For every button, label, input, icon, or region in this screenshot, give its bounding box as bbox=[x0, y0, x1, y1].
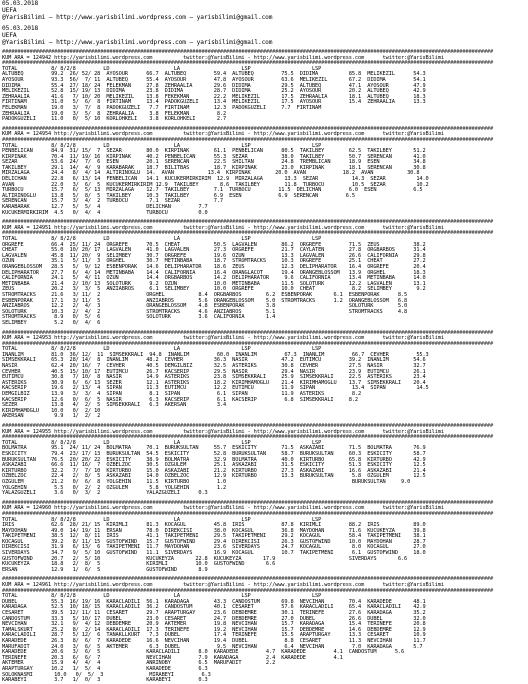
table-row: KIRIMHAMOGLU 10.0 0/ 2/ 10 bbox=[2, 407, 101, 414]
table-row: AYOSOUR 93.3 56/ 7/ 11 ALTUBEQ 55.4 AYOSOUR 47.8 AYOSOUR 63.6 MELIKEZIL 67.2 DIDIMA 54.1 bbox=[2, 76, 426, 83]
table-row: KACSERIP 19.6 2/ 13/ 4 SIPAN 11.3 EUTIMCU 12.2 EUTIMCU 11.9 SIPAN 13.4 SIPAN 14.5 bbox=[2, 385, 429, 392]
table-row: SIVERDAYS 34.7 9/ 5/ 10 GUSTOFWIND 11.1 SIVERDAYS 16.9 KOCAGUL 10.7 TAKIPETMENI 6.1 GUSTOFWIND 18.0 bbox=[2, 550, 426, 557]
table-row: OZGULEM 21.2 0/ 6/ 8 YOLGEHIN 11.5 KIRTURBO 1.0 BURUKSULTAN 9.0 bbox=[2, 478, 411, 485]
separator-line: ################################################################################################################################################################ bbox=[2, 499, 494, 506]
table-row: SELIMBEY 5.2 0/ 4/ 6 bbox=[2, 319, 101, 326]
header-line: 05.03.2018 bbox=[2, 0, 39, 7]
table-row: KUCUKERMIRKIRIM 4.5 0/ 4/ 4 TURBOCU 0.0 bbox=[2, 209, 208, 216]
header-line: @YarisBilimi — http://www.yarisbilimi.wordpress.com — yarisbilimi@gmail.com bbox=[2, 14, 273, 21]
separator-line: ################################################################################################################################################################ bbox=[2, 125, 494, 132]
table-row: AKERSAN 9.9 1/ 2/ 2 bbox=[2, 413, 101, 420]
table-row: STROMTRACKS 21.6 3/ 11/ 2 ORGHEL 8.4 ORGBARBOS 6.2 ESBENPORAK 6.1 ESBENPORAK 8.5 bbox=[2, 291, 408, 298]
table-row: CANDOSTUM 33.3 5/ 10/ 17 DUBEL 23.0 CESARET 24.7 DEBDEMRE 27.0 DUBEL 26.6 DUBEL 32.0 bbox=[2, 615, 426, 622]
table-row: ANZIABROS 12.2 2/ 4/ 3 ORANGEBLOSSOM 4.8 ESBENPORAK 3.8 SOLOTURK 5.0 bbox=[2, 303, 408, 310]
table-row: KUCUKEYZA 18.8 2/ 8/ 5 KIRIMLI 10.0 GUSTOFWIND 6.6 bbox=[2, 561, 276, 568]
document-body bbox=[0, 46, 528, 684]
table-row: AKTEMER 15.9 4/ 4/ 4 ANRINOBY 6.5 MARUFADIT 2.2 bbox=[2, 660, 276, 667]
document-header bbox=[0, 0, 528, 46]
table-row: ESKICITY 79.4 23/ 17/ 13 BURUKSULTAN 54.5 ESKICITY 52.8 BURUKSULTAN 58.7 BURUKSULTAN 60.3 ESKICITY 58.7 bbox=[2, 450, 426, 457]
column-header-line: TOTAL 8/ 8/2/8 LD LA LSP LSP bbox=[2, 439, 322, 446]
table-row: DEMGILBIZ 13.9 3/ 3/ 4 SIPAN 8.1 SIPAN 6.1 SIPAN 11.9 ASTERIKS 8.2 bbox=[2, 391, 362, 398]
table-row: DELIPHARATOR 27.7 6/ 4/ 14 METINBABA 14.4 CALIFORNIA 16.4 ORANGLACOT 19.4 ORANGEBLOSSOM 13.9 ORGHEL 18.3 bbox=[2, 269, 426, 276]
table-row: SOLOKNASMI 10.0 0/ 5/ 3 MIRABEYI 6.3 bbox=[2, 671, 211, 678]
table-row: DIREKCISI 31.9 6/ 13/ 6 TAKIPETMENI 11.7 MAYDOHAN 23.6 SIVERDAYS 24.7 KOCAGUL 8.0 KOCAGUL 27.0 bbox=[2, 544, 426, 551]
table-row: ZEHRAALIA 19.0 3/ 5/ 8 ZEHRAALIA 3.8 FELEKMAN 8.2 bbox=[2, 110, 392, 117]
table-row: INANLIM 81.0 36/ 12/ 11 SIMSEKKRALI 94.8 INANLIM 60.0 INANLIM 67.3 INANLIM 66.7 CEVHER 55.3 bbox=[2, 351, 429, 358]
table-row: NEVCIHAN 32.1 9/ 4/ 12 DEBDEMRE 20.9 AKTEMER 19.8 NEVCIHAN 15.7 KARADAGA 15.4 TERINEFE 20.8 bbox=[2, 621, 426, 628]
table-row: ORGREFE 66.4 25/ 11/ 24 ORGREFE 70.5 CHEAT 50.5 LAGVALEN 86.2 ORGREFE 71.5 ZEUS 38.2 bbox=[2, 241, 426, 248]
table-row: ESBENPORAK 17.1 3/ 11/ 5 ANZIABROS 5.6 ORANGEBLOSSOM 5.0 STROMTRACKS 1.2 ORANGEBLOSSOM 6.8 bbox=[2, 297, 408, 304]
table-row: LAGVALEN 45.8 11/ 20/ 9 SELIMBEY 30.7 ORGREFE 19.6 OZUN 13.3 LAGVALEN 26.6 CALIFORNIA 29.8 bbox=[2, 252, 426, 259]
table-row: DIDIMA 55.4 27/ 18/ 24 FELEKMAN 27.8 ZEHRAALIA 29.6 DIDIMA 29.5 ALTUBEQ 47.1 AYOSOUR 47.9 bbox=[2, 82, 426, 89]
table-row: KARADEDE 26.3 8/ 6/ 7 KARADEDE 16.6 NEVCIHAN 19.4 DUBEL 8.8 CESARET 11.3 NEVCIHAN 11.7 bbox=[2, 637, 426, 644]
table-row: FIRTINAM 31.0 5/ 6/ 8 FIRTINAM 13.4 PADOKGUZELI 13.4 MELIKEZIL 17.5 AYOSOUR 15.4 ZEHRAALIA 13.3 bbox=[2, 99, 426, 106]
table-row: PADOKGUZELI 11.0 0/ 5/ 10 KORLOHKELI 3.8 KORLOHKELI 2.7 bbox=[2, 116, 392, 123]
table-row: TERINEFE 20.3 6/ 6/ 7 NEVCIHAN 7.9 KARADAGA 2.4 KARADEDE 4.1 bbox=[2, 654, 343, 661]
table-row: TAMALSKURT 25.2 8/ 2/ 14 KARACLADILI 17.3 TERINEFE 19.2 NEVCIHAN 15.7 DEBDEMRE 14.6 DEBDEMRE 12.9 bbox=[2, 626, 426, 633]
table-row: SIMSEKKRALI 65.3 28/ 14/ 8 INANLIM 48.2 CEVHER 36.3 NASIR 47.2 EUTIMCU 39.2 INANLIM 54.6 bbox=[2, 357, 426, 364]
table-row: DUBEL 55.3 16/ 19/ 16 KARACLADILI 56.1 KARADAGA 43.3 CANDOSTUM 69.8 NEVCIHAN 70.4 KARADEDE 48.1 bbox=[2, 598, 426, 605]
table-row: OZBELZOC 22.4 2/ 8/ 5 ASKAZABI 14.0 OZBELZOC 12.9 KIRTURBO 13.3 BURUKSULTAN 5.8 OZGULEM 12.5 bbox=[2, 473, 426, 480]
header-line: UEFA bbox=[2, 7, 17, 14]
column-header-line: TOTAL 8/ 8/2/8 LD LA LSP LSP bbox=[2, 346, 322, 353]
table-row: KARABEYI 3.7 1/ 0/ 3 KARABEYI 0.3 bbox=[2, 677, 208, 684]
race-header-line: KUM ARA = 124960 http://yarisbilimi.wordpress.com twitter:@YarisBilimi - http://www.yarisbilimi.wordpress.com twitter:@YarisBilimi bbox=[2, 505, 444, 512]
table-row: BOLMATRA 95.1 24/ 11/ 24 BOLMATRA 70.1 BURUKSULTAN 55.7 ESKICITY 71.5 ASKAZABI 71.5 BOLMATRA 76.9 bbox=[2, 445, 426, 452]
separator-line: ################################################################################################################################################################ bbox=[2, 60, 494, 67]
table-row: TAKIPETMENI 38.5 12/ 8/ 11 IRIS 41.1 TAKIPETMENI 29.5 TAKIPETMENI 29.2 KOCAGUL 58.4 TAKIPETMENI 38.1 bbox=[2, 533, 426, 540]
table-row: KARABARAK 12.7 5/ 5/ 4 DELICHAN 7.7 bbox=[2, 204, 208, 211]
table-row: SOLOTURK 10.3 2/ 4/ 2 STROMTRACKS 4.6 ANZIABROS 5.1 STROMTRACKS 4.8 bbox=[2, 308, 408, 315]
table-row: OZUN 35.1 5/ 11/ 3 ORGHEL 30.7 METINBABA 18.7 STROMTRACKS 10.3 ORGREFE 25.1 CHEAT 27.2 bbox=[2, 258, 426, 265]
column-header-line: TOTAL 8/ 8/2/8 LD LA LSP LSP bbox=[2, 236, 322, 242]
table-row: KOCAGUL 39.2 8/ 11/ 15 GUSTOFWIND 15.7 GUSTOFWIND 29.4 DIREKCISI 26.3 GUSTOFWIND 10.0 MAYDOHAN 28.7 bbox=[2, 538, 426, 545]
table-row: ZEHRAALIA 41.6 7/ 10/ 20 MELIKEZIL 13.8 FEKEKMAN 22.2 MELIKEZIL 17.5 ZEHRAALIA 18.1 ALTUBEQ 18.3 bbox=[2, 93, 426, 100]
separator-line: ################################################################################################################################################################ bbox=[2, 587, 494, 594]
separator-line: ################################################################################################################################################################ bbox=[2, 576, 494, 583]
table-row: YALAZGUZELI 3.6 0/ 3/ 2 YALAZGUZELI 0.3 bbox=[2, 490, 208, 497]
race-header-line: KUM ARA = 124942 http://yarisbilimi.wordpress.com twitter:@YarisBilimi - http://www.yarisbilimi.wordpress.com twitter:@YarisBilimi bbox=[2, 54, 444, 61]
column-header-line: TOTAL 8/ 8/2/8 LD LA LSP LSP bbox=[2, 142, 322, 149]
table-row: ORANGEBLOSSOM 28.5 5/ 9/ 12 ESBENPORAK 14.6 DELIPHARATOR 18.6 ZEUS 12.3 DELIPHARATOR 16.4 ORGREFE 20.4 bbox=[2, 263, 426, 270]
table-row: PENBELICAN 84.9 31/ 15/ 7 SEZAR 80.0 KIRPINAK 61.1 PENBELICAN 80.5 TAKILBEY 62.5 TAKILBEY 51.2 bbox=[2, 148, 426, 155]
table-row: CESARET 39.5 12/ 11/ 11 CESARET 29.7 ARAPTURGAY 23.6 DEBDEMRE 30.1 TERINEFE 27.6 KARADAGA 35.2 bbox=[2, 610, 426, 616]
table-row: KACSERIP 12.6 0/ 6/ 5 NASIR 6.3 KACSERIP 6.1 KACSERIP 6.8 SIMSEKKRALI 8.2 bbox=[2, 396, 359, 403]
table-row: GUSTOFWIND 20.7 2/ 5/ 10 KUCUKEYZA 22.8 KUCUKEYZA 17.9 SIVERDAYS 6.6 bbox=[2, 555, 408, 562]
table-row: IRIS 62.6 28/ 21/ 15 KIRIMLI 81.3 KOCAGUL 45.8 IRIS 87.8 KIRIMLI 88.2 IRIS 89.0 bbox=[2, 522, 426, 529]
separator-line: ################################################################################################################################################################ bbox=[2, 434, 494, 441]
separator-line: ################################################################################################################################################################ bbox=[2, 230, 494, 237]
table-row: CHEAT 55.0 10/ 20/ 17 LAGVALEN 41.0 LAGVALEN 27.3 ORGREFE 21.7 CAYLATEN 27.8 ORGBARBOS 31.4 bbox=[2, 247, 426, 254]
header-line: 05.03.2018 bbox=[2, 25, 39, 32]
table-row: TURBOCU 15.7 6/ 5/ 13 MIRZALAGA 12.7 TAKILBEY 7.1 TURBOCU 11.5 DELICHAN 6.0 ESEN 6.5 bbox=[2, 187, 423, 194]
table-row: KIRTURBO 32.2 7/ 7/ 10 KIRTURBO 15.0 ASKAZABI 21.2 KIRTURBO 27.3 ASKAZABI 16.6 ASKAZABI 21.4 bbox=[2, 467, 426, 474]
header-line: UEFA bbox=[2, 32, 17, 39]
race-header-line: KUM ARA = 124954 http://yarisbilimi.wordpress.com twitter:@YarisBilimi - http://www.yarisbilimi.wordpress.com twitter:@YarisBilimi bbox=[2, 131, 444, 138]
table-row: SEZAR 53.6 24/ 7/ 6 ESEN 20.1 SERENCAN 22.5 SHILTAN 24.8 TREMBLICAN 18.9 ESEN 34.8 bbox=[2, 159, 426, 166]
separator-line: ################################################################################################################################################################ bbox=[2, 510, 494, 517]
table-row: KIRPINAK 70.4 11/ 19/ 16 KIRPINAK 40.2 PENBELICAN 55.3 SEZAR 38.0 TAKILBEY 50.7 SERENCAN 41.0 bbox=[2, 153, 426, 160]
table-row: STROMTRACKS 8.9 0/ 5/ 6 SOLOTURK 3.6 CALIFORNIA 1.4 bbox=[2, 314, 276, 321]
table-row: MAYDOHAN 49.0 14/ 19/ 11 ERSAN 78.0 DIREKCISI 38.0 KOCAGUL 36.8 MAYDOHAN 71.6 KUCUKEYZA 39.8 bbox=[2, 527, 426, 534]
table-row: NASIR 62.4 20/ 16/ 7 CEVHER 40.5 DEMGILBIZ 32.5 ASTERIKS 30.8 CEVHER 27.5 NASIR 32.7 bbox=[2, 363, 426, 370]
table-row: SEZER 13.8 4/ 2/ 5 SIMSEKKRALI 6.3 AKERSAN 3.4 bbox=[2, 402, 227, 409]
table-row: BURUKSULTAN 76.5 20/ 20/ 22 ESKICITY 38.9 BOLMATRA 32.9 BOLMATRA 40.0 KIRTURBO 65.8 KIRTURBO 42.9 bbox=[2, 456, 426, 463]
separator-line: ################################################################################################################################################################ bbox=[2, 219, 494, 226]
table-row: CEVHER 40.5 15/ 10/ 17 EUTIMCU 26.7 KACSERIP 29.5 NASIR 29.4 NASIR 23.9 EUTIMCU 26.1 bbox=[2, 368, 426, 375]
table-row: KARADEDE 20.6 3/ 6/ 5 KARACLADILI 8.0 KARADEDE 4.7 KARADEDE 4.1 CANDOSTUM 5.6 bbox=[2, 649, 405, 656]
table-row: YOLGEHIN 5.5 0/ 2/ 2 OZGULEM 5.8 YOLGEHIN 1.2 bbox=[2, 484, 227, 491]
separator-line: ################################################################################################################################################################ bbox=[2, 329, 494, 336]
table-row: ZEUS 20.2 3/ 3/ 5 ANZIABROS 6.1 SELIMBEY 10.0 ORGREFE 10.0 CHEAT 8.2 SELIMBEY 9.2 bbox=[2, 286, 426, 293]
column-header-line: TOTAL 8/ 8/2/8 LD LA LSP LSP bbox=[2, 516, 322, 523]
race-header-line: KUM ARA = 124961 http://yarisbilimi.wordpress.com twitter:@YarisBilimi - http://www.yarisbilimi.wordpress.com twitter:@YarisBilimi bbox=[2, 582, 444, 589]
table-row: ALTUBEQ 99.2 26/ 52/ 28 AYOSOUR 66.7 ALTUBEQ 59.4 ALTUBEQ 75.5 DIDIMA 85.8 MELIKEZIL 54.3 bbox=[2, 71, 426, 78]
table-row: ALTIRINOGLU 13.8 5/ 8/ 5 TAKILBEY 10.3 TAKILBEY 6.9 ESEN 6.9 SERENCAN 6.5 bbox=[2, 192, 355, 199]
table-row: ERSAN 12.9 1/ 6/ 5 GUSTOFWIND 8.9 bbox=[2, 566, 208, 573]
race-header-line: KUM ARA = 124951 http://yarisbilimi.wordpress.com twitter:@YarisBilimi - http://www.yarisbilimi.wordpress.com twitter:@YarisBilimi bbox=[2, 224, 444, 231]
table-row: METINBABA 21.4 2/ 10/ 13 SOLOTURK 9.2 OZUN 10.0 METINBABA 11.5 SOLOTURK 12.2 LAGVALEN 13.1 bbox=[2, 280, 426, 287]
separator-line: ################################################################################################################################################################ bbox=[2, 49, 494, 55]
table-row: AVAN 22.0 3/ 6/ 5 KUCUKERMIRKIRIM 12.9 TAKILBEY 8.6 TAKILBEY 11.8 TURBOCU 10.5 SEZAR 10.2 bbox=[2, 181, 429, 188]
race-header-line: KUM ARA = 124955 http://yarisbilimi.wordpress.com twitter:@YarisBilimi - http://www.yarisbilimi.wordpress.com twitter:@YarisBilimi bbox=[2, 428, 444, 435]
table-row: KARADAGA 52.5 10/ 18/ 15 KARACLADILI 36.2 CANDOSTUM 40.1 CESARET 57.6 KARACLADILI 65.4 KARACLADILI 42.9 bbox=[2, 604, 426, 611]
column-header-line: TOTAL 8/ 8/2/8 LD LA LSP LSP bbox=[2, 593, 322, 600]
table-row: MARUFADIT 24.0 3/ 6/ 5 AKTEMER 6.3 DUBEL 9.5 NEVCIHAN 6.4 NEVCIHAN 7.0 KARADAGA 5.7 bbox=[2, 643, 423, 650]
header-line: @YarisBilimi — http://www.yarisbilimi.wordpress.com — yarisbilimi@gmail.com bbox=[2, 39, 273, 46]
table-row: MELIKEZIL 52.8 15/ 19/ 13 DIDIMA 23.8 DIDIMA 28.7 DIDIMA 25.2 AYOSOUR 20.2 ALTUBEQ 42.9 bbox=[2, 88, 426, 95]
separator-line: ################################################################################################################################################################ bbox=[2, 136, 494, 143]
table-row: KARACLADILI 28.7 5/ 12/ 6 TANAKLLKURT 7.3 DUBEL 17.4 TERINEFE 15.5 ARAPTURGAY 13.3 CESARET 10.9 bbox=[2, 632, 426, 639]
separator-line: ################################################################################################################################################################ bbox=[2, 423, 494, 429]
table-row: TAKILBEY 29.1 14/ 4/ 9 KARABARAK 18.7 BILITBAS 18.7 KIRPINAK 23.0 KIRPINAK 18.1 SERENCAN 30.8 bbox=[2, 164, 426, 171]
table-row: MIRZALAGA 24.4 8/ 4/ 14 ALTIRINOGLU 14. AVAN 13.4 KIRPINAK 20.0 AVAN 18.2 AVAN 30.8 bbox=[2, 170, 420, 177]
separator-line: ################################################################################################################################################################ bbox=[2, 340, 494, 347]
table-row: SERENCAN 15.7 3/ 4/ 2 TURBOCU 7.1 SEZAR 7.7 bbox=[2, 198, 223, 205]
column-header-line: TOTAL 8/ 8/2/8 LD LA LSP LSP bbox=[2, 65, 322, 72]
table-row: CALIFORNIA 24.1 5/ 4/ 11 OZUN 14.4 ORGBARBOS 14.2 DELIPHARATOR 9.6 CALIFORNIA 13.4 METINBABA 14.0 bbox=[2, 275, 426, 282]
table-row: FELEKMAN 19.0 3/ 7/ 8 PADOKGUZELI 7.7 FIRTINAM 12.3 PADOKGUZELI 7.7 FIRTINAM bbox=[2, 104, 392, 111]
race-header-line: KUM ARA = 124953 http://yarisbilimi.wordpress.com twitter:@YarisBilimi - http://www.yarisbilimi.wordpress.com twitter:@YarisBilimi bbox=[2, 335, 444, 342]
table-row: ARAPTURGAY 10.2 1/ 5/ 4 KARADEDE 6.3 bbox=[2, 665, 208, 672]
table-row: ASKAZABI 66.6 11/ 16/ 7 OZBELZOC 30.5 OZGULEM 25.1 ASKAZABI 31.5 ESKICITY 51.3 ESKICITY 12.5 bbox=[2, 462, 426, 469]
table-row: DELICHAN 22.8 6/ 13/ 14 FENBELICAN 14.1 KUCUKERMIRKIRIM 12.9 MIRZALAGA 13.3 SEZAR 14.3 SEZAR 14.0 bbox=[2, 176, 429, 183]
table-row: EUTIMCU 30.8 7/ 10/ 8 NASIR 14.9 ASTERIKS 23.8 SIMSEKKRALI 25.9 SIMSEKKRALI 22.5 ASTERIKS 23.4 bbox=[2, 374, 426, 381]
table-row: ASTERIKS 30.9 6/ 6/ 13 SEZER 12.1 ASTERIKS 18.2 KIRIMHAMOGLU 21.4 KIRIMHAMOGLU 13.7 SIMSEKKRALI 20.4 bbox=[2, 379, 426, 386]
